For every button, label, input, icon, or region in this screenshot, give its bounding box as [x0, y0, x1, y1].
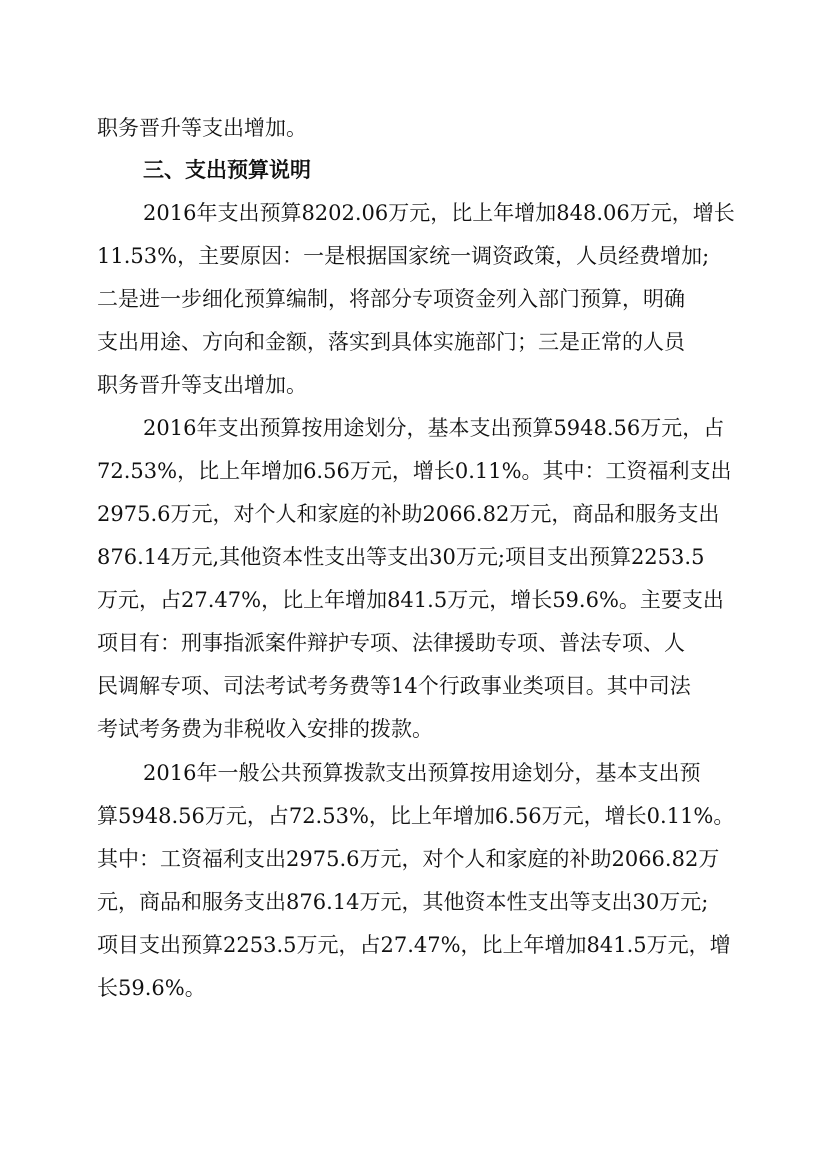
text-line: 2016年支出预算按用途划分，基本支出预算5948.56万元，占 — [143, 416, 725, 440]
text-line: 其中：工资福利支出2975.6万元，对个人和家庭的补助2066.82万 — [97, 847, 720, 871]
text-line: 2975.6万元，对个人和家庭的补助2066.82万元，商品和服务支出 — [97, 502, 720, 526]
text-line: 万元，占27.47%，比上年增加841.5万元，增长59.6%。主要支出 — [97, 588, 724, 612]
text-line: 长59.6%。 — [97, 976, 206, 1000]
text-line: 项目支出预算2253.5万元，占27.47%，比上年增加841.5万元，增 — [97, 933, 731, 957]
text-line: 二是进一步细化预算编制，将部分专项资金列入部门预算，明确 — [97, 287, 685, 311]
text-line: 2016年一般公共预算拨款支出预算按用途划分，基本支出预 — [143, 761, 701, 785]
text-line: 算5948.56万元，占72.53%，比上年增加6.56万元，增长0.11%。 — [97, 804, 735, 828]
text-line: 考试考务费为非税收入安排的拨款。 — [97, 717, 433, 741]
text-line: 民调解专项、司法考试考务费等14个行政事业类项目。其中司法 — [97, 674, 691, 698]
text-line: 72.53%，比上年增加6.56万元，增长0.11%。其中：工资福利支出 — [97, 459, 732, 483]
text-line: 876.14万元,其他资本性支出等支出30万元;项目支出预算2253.5 — [97, 545, 705, 569]
text-line: 支出用途、方向和金额，落实到具体实施部门；三是正常的人员 — [97, 330, 685, 354]
text-line: 元，商品和服务支出876.14万元，其他资本性支出等支出30万元; — [97, 890, 709, 914]
section-heading: 三、支出预算说明 — [143, 158, 311, 182]
text-line: 2016年支出预算8202.06万元，比上年增加848.06万元，增长 — [143, 201, 735, 225]
text-line: 11.53%，主要原因：一是根据国家统一调资政策，人员经费增加; — [97, 244, 710, 268]
text-line: 项目有：刑事指派案件辩护专项、法律援助专项、普法专项、人 — [97, 631, 685, 655]
text-line: 职务晋升等支出增加。 — [97, 116, 307, 140]
text-line: 职务晋升等支出增加。 — [97, 373, 307, 397]
